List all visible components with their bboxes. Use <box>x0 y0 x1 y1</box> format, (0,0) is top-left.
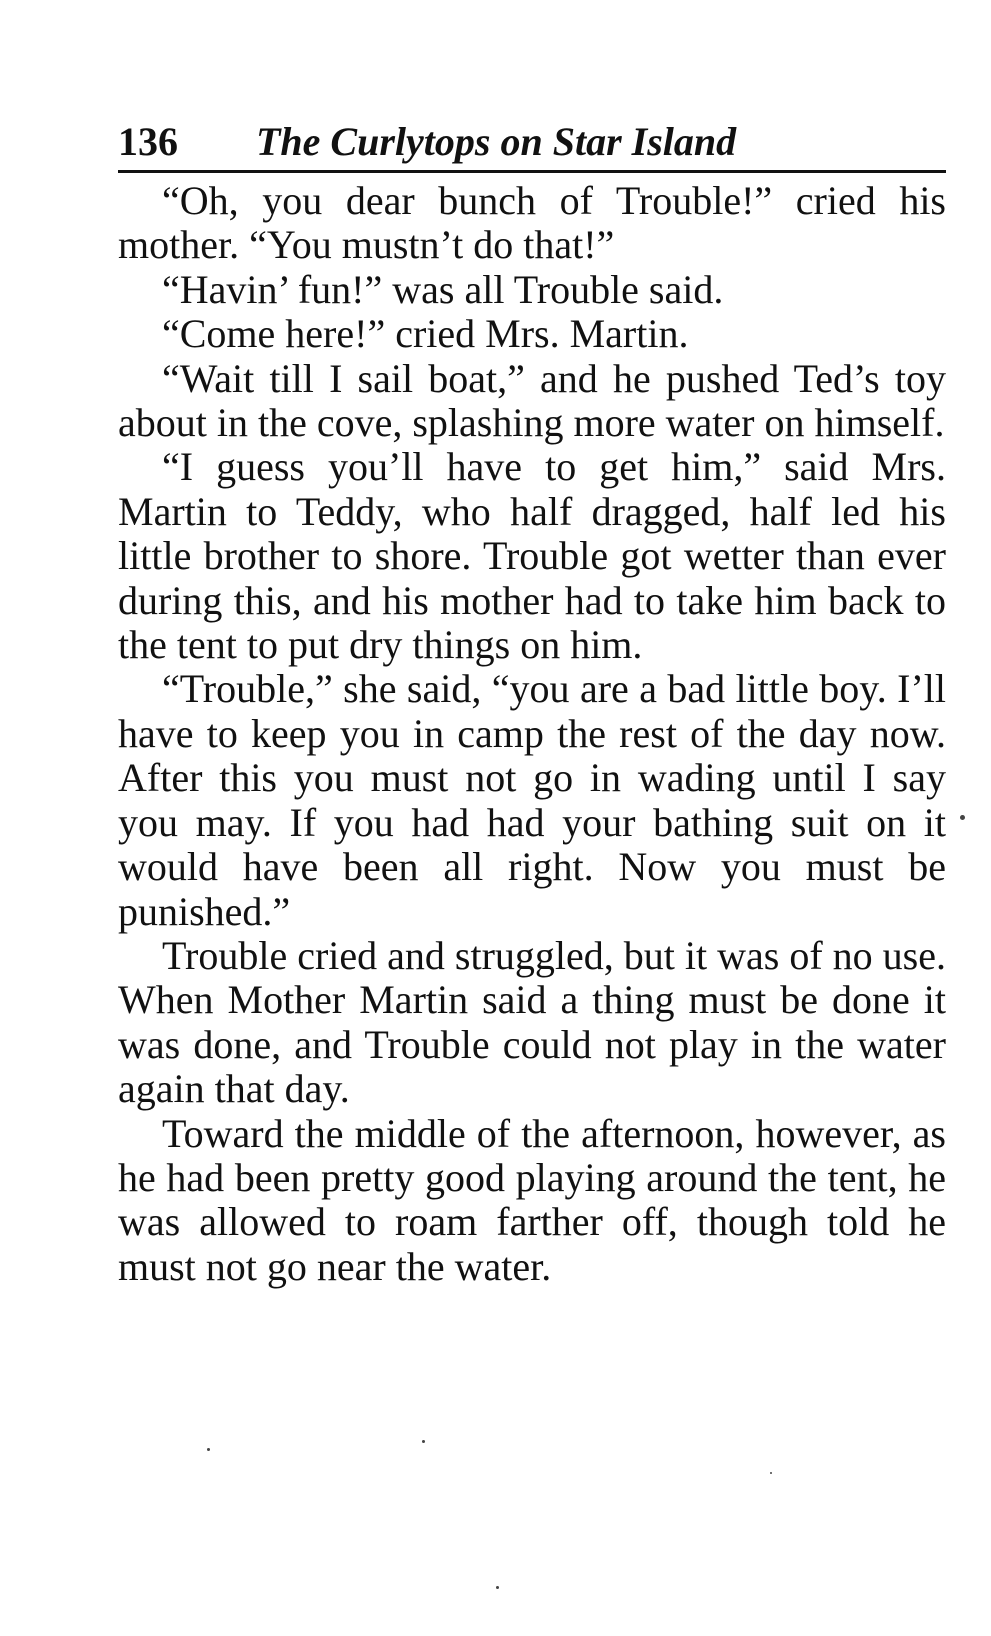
paragraph: Trouble cried and struggled, but it was of no use. When Mother Martin said a thing must be done it was done, and Trouble could not play in the water again that day. <box>118 932 946 1112</box>
page-number: 136 <box>118 119 178 164</box>
scan-speck <box>496 1586 499 1589</box>
paragraph: “Come here!” cried Mrs. Martin. <box>162 311 689 357</box>
paragraph: “Wait till I sail boat,” and he pushed Ted’s toy about in the cove, splashing more water on himself. <box>118 355 946 446</box>
scan-speck <box>960 815 965 820</box>
header-rule <box>118 170 946 173</box>
paragraph: “Trouble,” she said, “you are a bad little boy. I’ll have to keep you in camp the rest of the day now. After this you must not go in wading until I say you may. If you had had your bathing suit on it would have been all right. Now you must be punished.” <box>118 666 946 934</box>
page-header <box>118 116 946 168</box>
body-text <box>118 179 946 1289</box>
paragraph: “Oh, you dear bunch of Trouble!” cried his mother. “You mustn’t do that!” <box>118 178 946 268</box>
scan-speck <box>422 1440 425 1443</box>
paragraph: “I guess you’ll have to get him,” said Mrs. Martin to Teddy, who half dragged, half led his little brother to shore. Trouble got wetter than ever during this, and his mother had to take him back to the tent to put dry things on him. <box>118 444 946 668</box>
paragraph: Toward the middle of the afternoon, however, as he had been pretty good playing around the tent, he was allowed to roam farther off, though told he must not go near the water. <box>118 1110 946 1289</box>
scan-speck <box>770 1472 772 1474</box>
running-title: The Curlytops on Star Island <box>256 119 737 164</box>
scan-speck <box>207 1448 210 1451</box>
paragraph: “Havin’ fun!” was all Trouble said. <box>162 266 724 312</box>
